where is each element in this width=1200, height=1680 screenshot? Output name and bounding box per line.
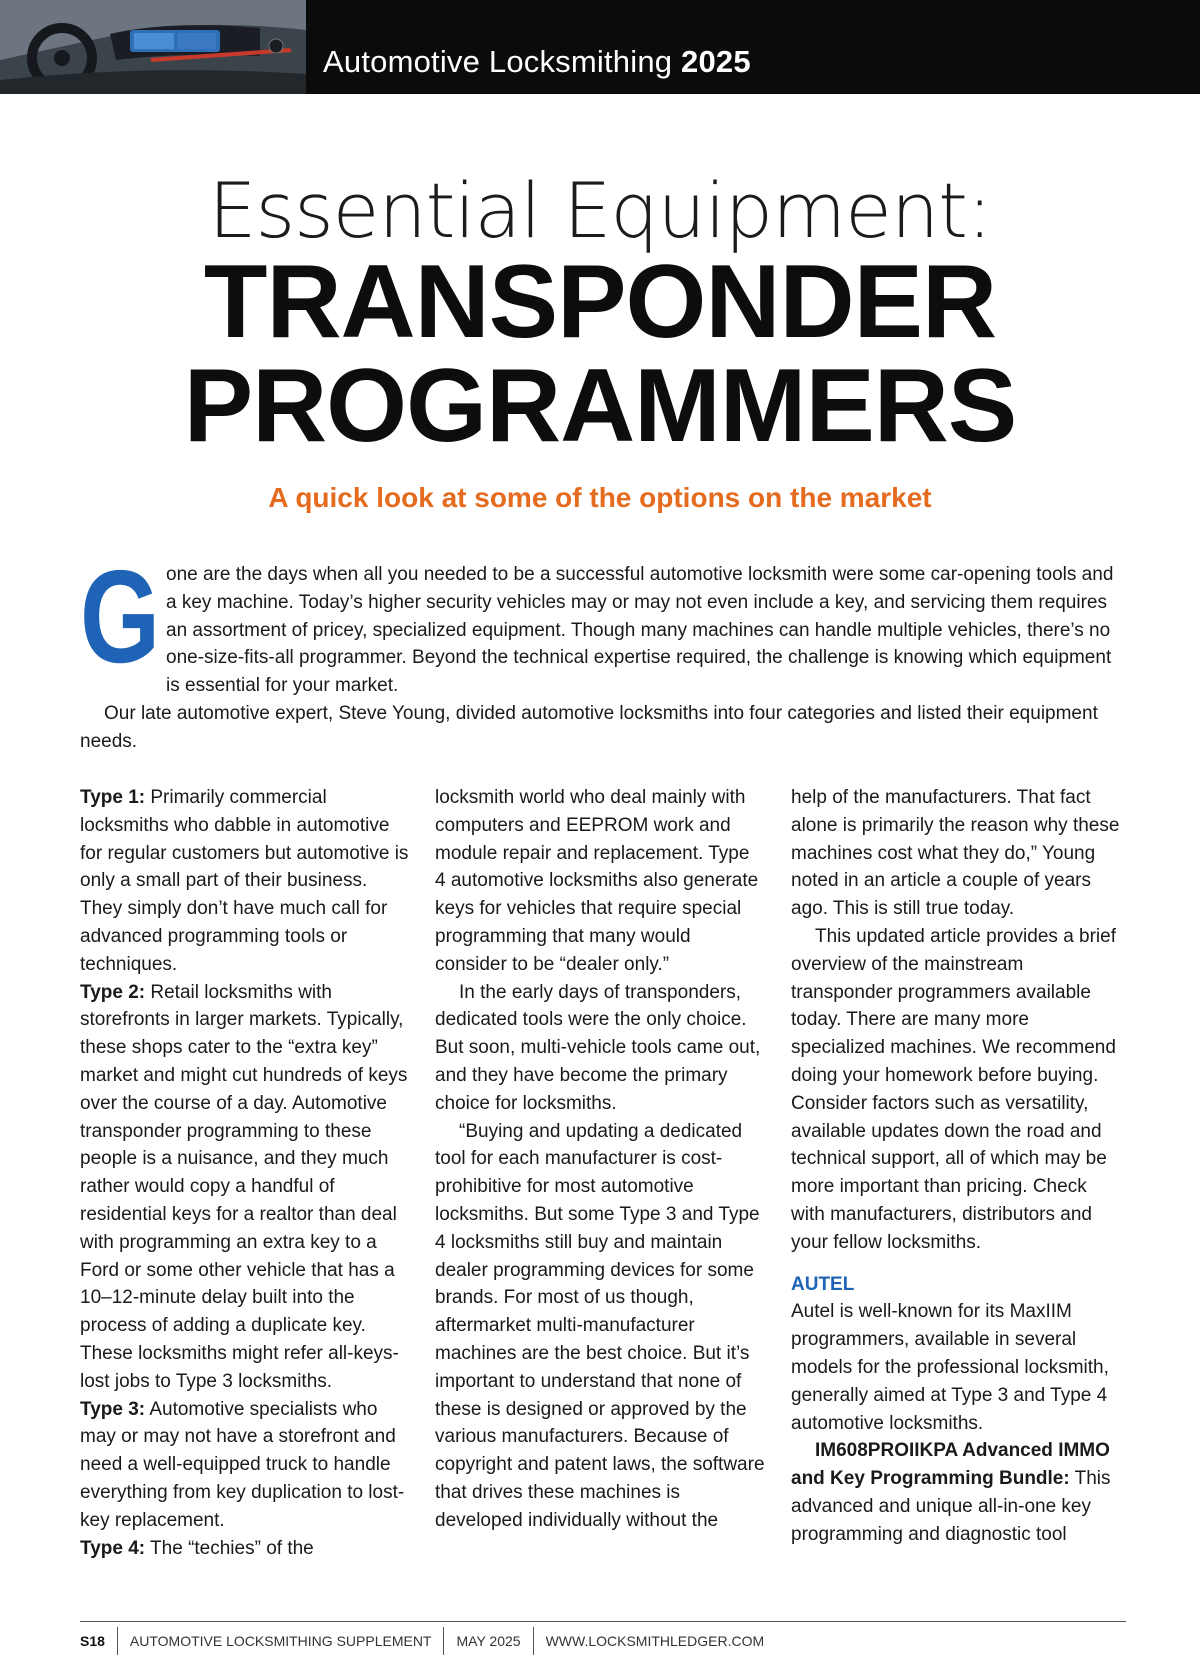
body-column-1 [80, 784, 410, 1562]
publication-name: AUTOMOTIVE LOCKSMITHING SUPPLEMENT [129, 1633, 432, 1649]
intro-paragraph-2: Our late automotive expert, Steve Young, divided automotive locksmiths into four categories and listed their equipment needs. [80, 702, 1098, 752]
col2-paragraph-1: locksmith world who deal mainly with computers and EEPROM work and module repair and replacement. Type 4 automotive locksmiths also generate keys for vehicles that require special programming that many would consider to be “dealer only.” [435, 787, 759, 975]
col3-paragraph-2: This updated article provides a brief overview of the mainstream transponder programmers available today. There are many more specialized machines. We recommend doing your homework before buying. Consider factors such as versatility, available updates down the road and technical support, all of which may be more important than pricing. Check with manufacturers, distributors and your fellow locksmiths. [791, 925, 1116, 1253]
footer-divider [117, 1627, 118, 1655]
car-dashboard-photo [0, 0, 306, 94]
headline-line-1: TRANSPONDER [203, 244, 997, 360]
col3-paragraph-3: Autel is well-known for its MaxIIM programmers, available in several models for the professional locksmith, generally aimed at Type 3 and Type 4 automotive locksmiths. [791, 1301, 1109, 1434]
section-header-band [0, 0, 1200, 94]
footer-rule [80, 1621, 1126, 1622]
footer-divider [533, 1627, 534, 1655]
article-deck: A quick look at some of the options on the market [268, 482, 932, 513]
drop-cap: G [80, 543, 161, 690]
page-number: S18 [80, 1633, 105, 1649]
type-1-label: Type 1: [80, 787, 146, 808]
col2-paragraph-3: “Buying and updating a dedicated tool for each manufacturer is cost-prohibitive for most automotive locksmiths. But some Type 3 and Type 4 locksmiths still buy and maintain dealer programming devices for some brands. For most of us though, aftermarket multi-manufacturer machines are the best choice. But it’s important to understand that none of these is designed or approved by the various manufacturers. Because of copyright and patent laws, the software that drives these machines is developed individually without the [435, 1120, 765, 1531]
issue-date: MAY 2025 [456, 1633, 521, 1649]
body-column-2 [435, 784, 765, 1535]
section-title: Automotive Locksmithing 2025 [323, 44, 751, 79]
brand-subhead-autel: AUTEL [791, 1273, 855, 1295]
col3-paragraph-4: IM608PROIIKPA Advanced IMMO and Key Programming Bundle: This advanced and unique all-in-one key programming and diagnostic tool [791, 1440, 1111, 1545]
section-year: 2025 [681, 44, 751, 79]
body-column-3 [791, 784, 1121, 1549]
article-headline [0, 244, 1200, 464]
headline-line-2: PROGRAMMERS [183, 348, 1017, 464]
website-url: WWW.LOCKSMITHLEDGER.COM [545, 1633, 765, 1649]
footer-divider [443, 1627, 444, 1655]
type-4-paragraph: Type 4: The “techies” of the [80, 1537, 314, 1559]
page-footer [80, 1626, 764, 1656]
type-2-label: Type 2: [80, 981, 146, 1003]
type-2-paragraph: Type 2: Retail locksmiths with storefronts in larger markets. Typically, these shops cater to the “extra key” market and might cut hundreds of keys over the course of a day. Automotive transponder programming to these people is a nuisance, and they much rather would copy a handful of residential keys for a realtor than deal with programming an extra key to a Ford or some other vehicle that has a 10–12-minute delay built into the process of adding a duplicate key. These locksmiths might refer all-keys-lost jobs to Type 3 locksmiths. [80, 981, 408, 1392]
intro-paragraph-1: one are the days when all you needed to be a successful automotive locksmith were some car-opening tools and a key machine. Today’s higher security vehicles may or may not even include a key, and servicing them requires an assortment of pricey, specialized equipment. Though many machines can handle multiple vehicles, there’s no one-size-fits-all programmer. Beyond the technical expertise required, the challenge is knowing which equipment is essential for your market. [166, 564, 1114, 697]
article-kicker: Essential Equipment: [208, 166, 992, 255]
type-4-label: Type 4: [80, 1537, 146, 1559]
article-intro [80, 543, 1120, 756]
col3-paragraph-1: help of the manufacturers. That fact alone is primarily the reason why these machines cost what they do,” Young noted in an article a couple of years ago. This is still true today. [791, 787, 1120, 920]
type-3-paragraph: Type 3: Automotive specialists who may or may not have a storefront and need a well-equipped truck to handle everything from key duplication to lost-key replacement. [80, 1398, 405, 1531]
type-3-label: Type 3: [80, 1398, 146, 1420]
product-name: IM608PROIIKPA Advanced IMMO and Key Programming Bundle: [791, 1440, 1110, 1490]
type-1-paragraph: Type 1: Primarily commercial locksmiths who dabble in automotive for regular customers but automotive is only a small part of their business. They simply don’t have much call for advanced programming tools or techniques. [80, 787, 409, 975]
col2-paragraph-2: In the early days of transponders, dedicated tools were the only choice. But soon, multi-vehicle tools came out, and they have become the primary choice for locksmiths. [435, 981, 761, 1114]
